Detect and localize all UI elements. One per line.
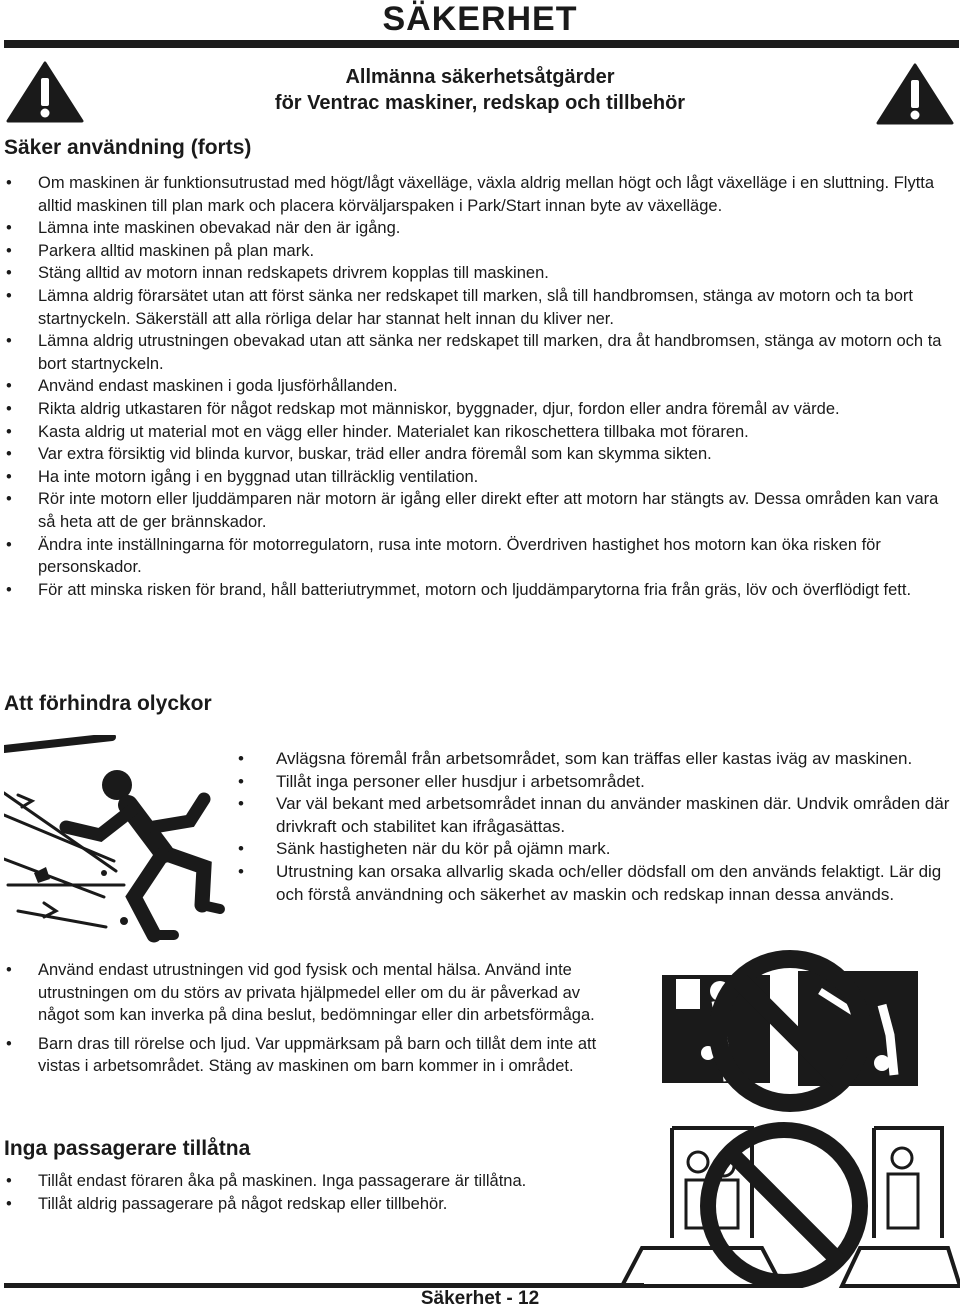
prevent-right-list (238, 748, 950, 906)
prevent-left-list (6, 959, 614, 1078)
title-rule (4, 40, 959, 48)
list-item: • Tillåt endast föraren åka på maskinen. Inga passagerare är tillåtna. (6, 1170, 566, 1193)
warning-triangle-icon (6, 60, 84, 124)
list-item: • Lämna aldrig förarsätet utan att först sänka ner redskapet till marken, slå till handbromsen, stänga av motorn och ta bort startnyckeln. Säkerställ att alla rörliga delar har stannat helt innan du kliver ner. (6, 285, 954, 330)
list-item: • Rikta aldrig utkastaren för något redskap mot människor, byggnader, djur, fordon eller andra föremål av värde. (6, 398, 954, 421)
thrown-object-person-icon (4, 735, 229, 950)
list-item: • Lämna inte maskinen obevakad när den är igång. (6, 217, 954, 240)
no-passenger-icon (612, 1118, 960, 1288)
list-item: • Var extra försiktig vid blinda kurvor, buskar, träd eller andra föremål som kan skymma sikten. (6, 443, 954, 466)
list-item: • Ändra inte inställningarna för motorregulatorn, rusa inte motorn. Överdriven hastighet hos motorn kan öka risken för personskador. (6, 534, 954, 579)
list-item: • Var väl bekant med arbetsområdet innan du använder maskinen där. Undvik områden där drivkraft och stabilitet kan ifrågasättas. (238, 793, 950, 838)
list-item: • Tillåt inga personer eller husdjur i arbetsområdet. (238, 771, 950, 794)
list-item: • Barn dras till rörelse och ljud. Var uppmärksam på barn och tillåt dem inte att vistas i arbetsområdet. Stäng av maskinen om barn kommer in i området. (6, 1033, 614, 1078)
subtitle-line-2: för Ventrac maskiner, redskap och tillbehör (274, 92, 686, 114)
list-item: • Sänk hastigheten när du kör på ojämn mark. (238, 838, 950, 861)
warning-triangle-icon (876, 62, 954, 126)
page-number: Säkerhet - 12 (420, 1288, 540, 1309)
list-item: • Tillåt aldrig passagerare på något redskap eller tillbehör. (6, 1193, 566, 1216)
list-item: • Stäng alltid av motorn innan redskapets drivrem kopplas till maskinen. (6, 262, 954, 285)
subtitle-line-1: Allmänna säkerhetsåtgärder (345, 66, 615, 88)
section-subtitle (180, 64, 780, 116)
list-item: • Använd endast maskinen i goda ljusförhållanden. (6, 375, 954, 398)
list-item: • Om maskinen är funktionsutrustad med högt/lågt växelläge, växla aldrig mellan högt och lågt växelläge i en sluttning. Flytta alltid maskinen till plan mark och placera körväljarspaken i Park/Start innan byte av växelläge. (6, 172, 954, 217)
list-item: • Utrustning kan orsaka allvarlig skada och/eller dödsfall om den används felaktigt. Lär dig och förstå användning och säkerhet av maskin och redskap innan dessa används. (238, 861, 950, 906)
page-title: SÄKERHET (382, 0, 578, 38)
list-item: • Kasta aldrig ut material mot en vägg eller hinder. Materialet kan rikoschettera tillbaka mot föraren. (6, 421, 954, 444)
heading-no-passengers: Inga passagerare tillåtna (4, 1137, 251, 1160)
list-item: • Rör inte motorn eller ljuddämparen när motorn är igång eller direkt efter att motorn har stängts av. Dessa områden kan vara så heta att de ger brännskador. (6, 488, 954, 533)
list-item: • Använd endast utrustningen vid god fysisk och mental hälsa. Använd inte utrustningen om du störs av privata hjälpmedel eller om du är påverkad av något som kan inverka på dina beslut, bedömningar eller din arbetsförmåga. (6, 959, 614, 1027)
no-drugs-alcohol-icon (620, 945, 960, 1115)
list-item: • Avlägsna föremål från arbetsområdet, som kan träffas eller kastas iväg av maskinen. (238, 748, 950, 771)
heading-safe-use: Säker användning (forts) (4, 136, 252, 159)
list-item: • Parkera alltid maskinen på plan mark. (6, 240, 954, 263)
safe-use-list (6, 172, 954, 601)
list-item: • Ha inte motorn igång i en byggnad utan tillräcklig ventilation. (6, 466, 954, 489)
list-item: • Lämna aldrig utrustningen obevakad utan att sänka ner redskapet till marken, dra åt handbromsen, stänga av motorn och ta bort startnyckeln. (6, 330, 954, 375)
passengers-list (6, 1170, 566, 1215)
heading-prevent-accidents: Att förhindra olyckor (4, 692, 212, 715)
list-item: • För att minska risken för brand, håll batteriutrymmet, motorn och ljuddämparytorna fria från gräs, löv och överflödigt fett. (6, 579, 954, 602)
